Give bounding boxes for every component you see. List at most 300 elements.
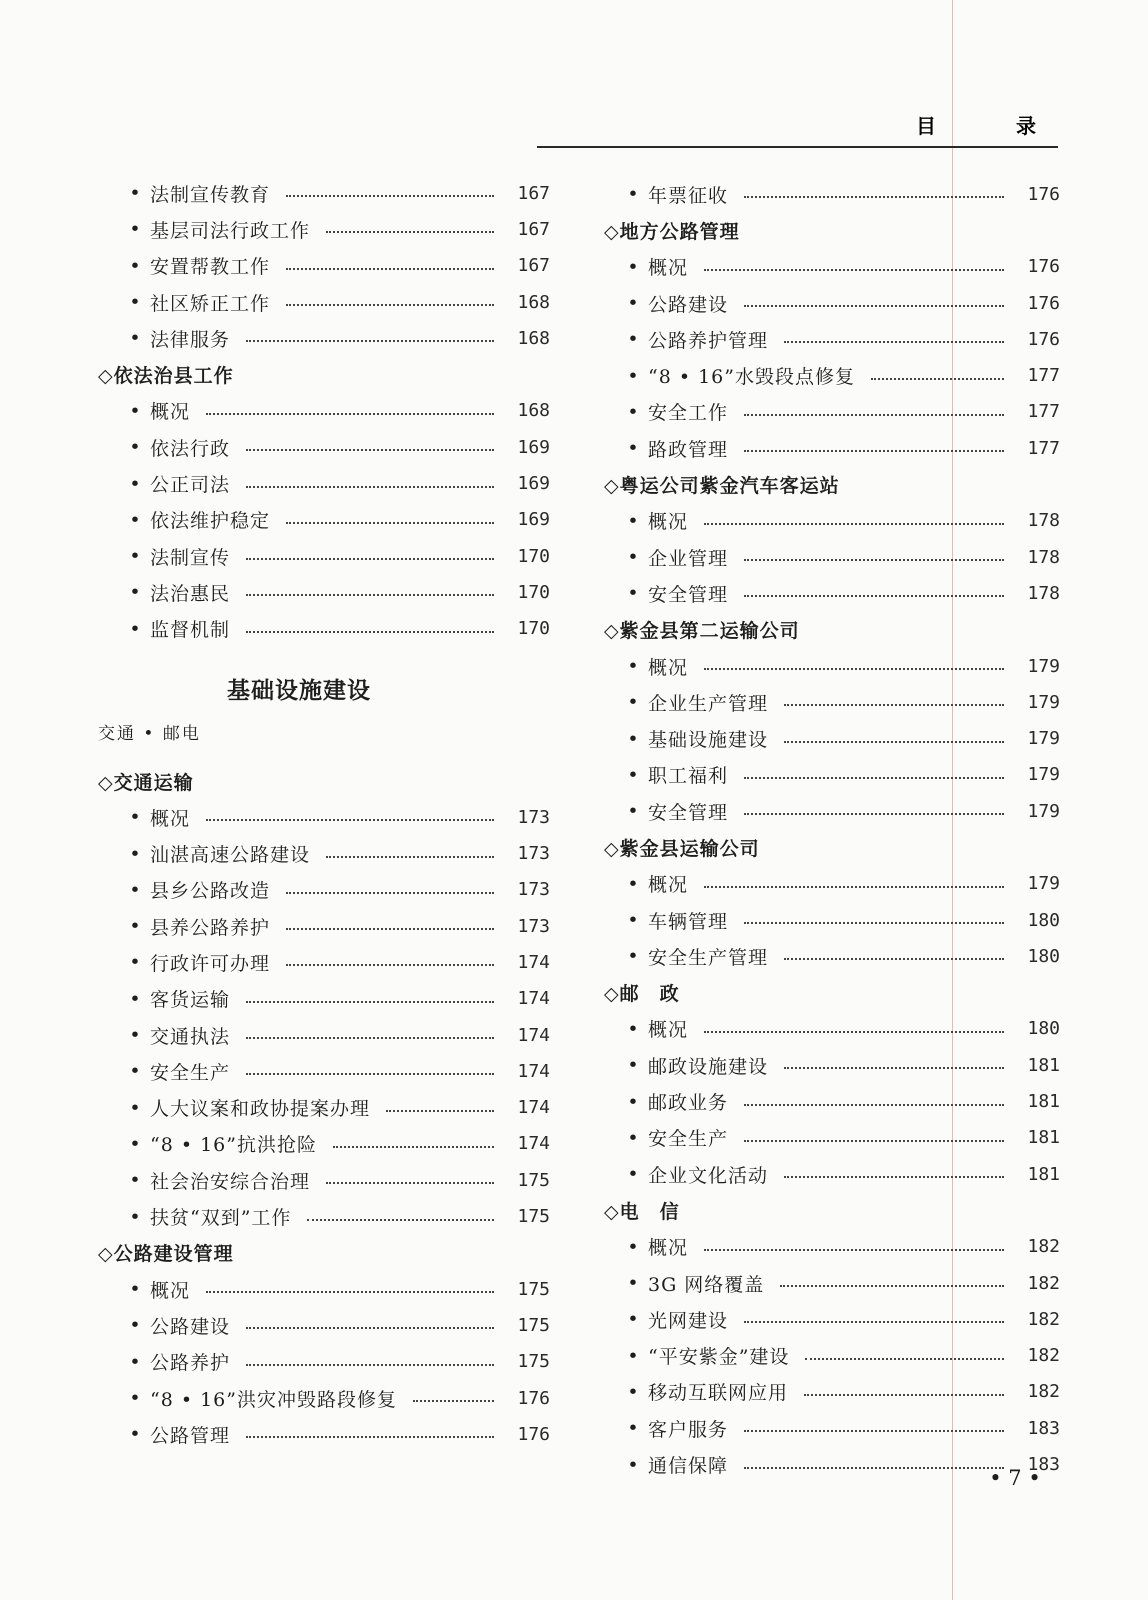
toc-entry[interactable] [604, 503, 1060, 539]
bullet-dot-icon: • [129, 1060, 141, 1083]
toc-entry-label: 企业生产管理 [648, 692, 769, 715]
toc-entry-page: 174 [517, 1097, 550, 1119]
toc-entry-label: 概况 [648, 511, 689, 534]
dot-leader [744, 196, 1004, 198]
dot-leader [206, 1291, 494, 1293]
dot-leader [246, 631, 494, 633]
bullet-dot-icon: • [627, 1453, 639, 1476]
toc-entry-label: 安全生产 [648, 1128, 729, 1151]
bullet-dot-icon: • [129, 1205, 141, 1228]
toc-entry-label: 概况 [150, 401, 191, 424]
toc-entry[interactable] [98, 284, 550, 320]
dot-leader [744, 813, 1004, 815]
toc-entry-page: 179 [1027, 728, 1060, 750]
toc-entry-label: 公路管理 [150, 1424, 231, 1447]
bullet-dot-icon: • [129, 1350, 141, 1373]
bullet-dot-icon: • [129, 581, 141, 604]
toc-entry-label: 3G 网络覆盖 [648, 1273, 765, 1296]
toc-entry[interactable] [604, 938, 1060, 974]
toc-entry-page: 173 [517, 843, 550, 865]
toc-entry-page: 175 [517, 1351, 550, 1373]
toc-entry-page: 167 [517, 182, 550, 204]
toc-entry-page: 174 [517, 988, 550, 1010]
bullet-dot-icon: • [129, 508, 141, 531]
toc-entry-page: 176 [1027, 292, 1060, 314]
toc-entry[interactable] [98, 1307, 550, 1343]
bullet-dot-icon: • [129, 842, 141, 865]
bullet-dot-icon: • [627, 909, 639, 932]
bullet-dot-icon: • [627, 655, 639, 677]
toc-entry-page: 167 [517, 218, 550, 240]
toc-entry-page: 180 [1027, 1018, 1060, 1040]
toc-entry-page: 182 [1027, 1236, 1060, 1258]
subcategory-label: 交通 • 邮电 [98, 723, 201, 744]
toc-entry[interactable] [98, 981, 550, 1017]
toc-group [604, 648, 1060, 829]
toc-entry-label: 概况 [648, 257, 689, 280]
toc-entry-label: 基层司法行政工作 [150, 219, 311, 242]
toc-entry-page: 179 [1027, 800, 1060, 822]
toc-group [98, 799, 550, 1235]
toc-left-column [98, 175, 550, 1453]
dot-leader [744, 595, 1004, 597]
toc-entry-page: 169 [517, 473, 550, 495]
bullet-dot-icon: • [129, 987, 141, 1010]
dot-leader [286, 892, 494, 894]
toc-entry[interactable] [98, 1053, 550, 1089]
toc-group [604, 503, 1060, 612]
bullet-dot-icon: • [129, 327, 141, 350]
toc-entry[interactable] [604, 321, 1060, 357]
dot-leader [286, 522, 494, 524]
bullet-dot-icon: • [627, 255, 639, 278]
toc-entry-label: 邮政设施建设 [648, 1055, 769, 1078]
toc-entry[interactable] [98, 574, 550, 610]
bullet-dot-icon: • [627, 582, 639, 605]
toc-entry-label: 概况 [648, 1237, 689, 1260]
dot-leader [744, 1430, 1004, 1432]
dot-leader [246, 1001, 494, 1003]
toc-entry-page: 174 [517, 1024, 550, 1046]
toc-entry-label: 通信保障 [648, 1455, 729, 1478]
bullet-dot-icon: • [129, 617, 141, 640]
toc-entry[interactable] [604, 1338, 1060, 1374]
toc-entry[interactable] [604, 285, 1060, 321]
toc-entry-label: 基础设施建设 [648, 729, 769, 752]
bullet-dot-icon: • [627, 1163, 639, 1186]
toc-entry-page: 178 [1027, 510, 1060, 532]
dot-leader [206, 819, 494, 821]
bullet-dot-icon: • [129, 545, 141, 568]
toc-section-heading[interactable]: ◇紫金县第二运输公司 [604, 620, 800, 643]
toc-entry-label: 汕湛高速公路建设 [150, 844, 311, 867]
bullet-dot-icon: • [627, 945, 639, 968]
toc-entry[interactable] [604, 176, 1060, 212]
toc-entry[interactable] [604, 684, 1060, 720]
bullet-dot-icon: • [627, 1054, 639, 1077]
toc-entry[interactable] [604, 1265, 1060, 1301]
toc-entry-page: 175 [517, 1169, 550, 1191]
toc-group [98, 175, 550, 356]
toc-entry-page: 176 [1027, 328, 1060, 350]
dot-leader [246, 1327, 494, 1329]
bullet-dot-icon: • [627, 691, 639, 714]
toc-section-heading[interactable]: ◇公路建设管理 [98, 1243, 234, 1266]
toc-entry-page: 181 [1027, 1091, 1060, 1113]
dot-leader [246, 449, 494, 451]
toc-entry[interactable] [98, 1416, 550, 1452]
toc-entry-page: 170 [517, 581, 550, 603]
toc-entry-page: 175 [517, 1278, 550, 1300]
dot-leader [333, 1146, 494, 1148]
toc-entry-page: 180 [1027, 909, 1060, 931]
toc-section-heading[interactable]: ◇电 信 [604, 1200, 680, 1223]
toc-section-heading[interactable]: ◇依法治县工作 [98, 365, 234, 388]
dot-leader [744, 1321, 1004, 1323]
toc-entry-page: 181 [1027, 1054, 1060, 1076]
chapter-title: 基础设施建设 [227, 677, 371, 704]
toc-group [604, 1011, 1060, 1192]
toc-entry[interactable] [604, 793, 1060, 829]
toc-entry[interactable] [604, 1011, 1060, 1047]
bullet-dot-icon: • [129, 1096, 141, 1119]
toc-entry[interactable] [604, 866, 1060, 902]
toc-entry-page: 173 [517, 915, 550, 937]
dot-leader [784, 341, 1004, 343]
toc-section-heading[interactable]: ◇邮 政 [604, 983, 680, 1006]
dot-leader [307, 1219, 494, 1221]
dot-leader [744, 1104, 1004, 1106]
toc-entry[interactable] [604, 1083, 1060, 1119]
toc-section-heading[interactable]: ◇紫金县运输公司 [604, 837, 760, 860]
bullet-dot-icon: • [627, 546, 639, 569]
toc-entry-label: 交通执法 [150, 1025, 231, 1048]
dot-leader [246, 558, 494, 560]
toc-entry-page: 177 [1027, 365, 1060, 387]
toc-entry[interactable] [604, 1120, 1060, 1156]
toc-entry-page: 182 [1027, 1381, 1060, 1403]
toc-entry-label: 人大议案和政协提案办理 [150, 1098, 371, 1121]
header-char-lu: 录 [1016, 114, 1036, 138]
toc-entry-label: 路政管理 [648, 438, 729, 461]
toc-entry[interactable] [604, 1410, 1060, 1446]
toc-entry[interactable] [604, 1047, 1060, 1083]
toc-entry-label: 社区矫正工作 [150, 292, 271, 315]
dot-leader [286, 268, 494, 270]
dot-leader [326, 1182, 494, 1184]
dot-leader [413, 1400, 494, 1402]
toc-group [98, 1271, 550, 1452]
toc-entry[interactable] [604, 539, 1060, 575]
toc-entry-label: 移动互联网应用 [648, 1382, 789, 1405]
toc-entry-label: 年票征收 [648, 184, 729, 207]
toc-entry[interactable] [98, 465, 550, 501]
dot-leader [326, 231, 494, 233]
toc-entry-label: 安全生产管理 [648, 946, 769, 969]
toc-entry-page: 176 [517, 1387, 550, 1409]
toc-entry[interactable] [98, 1344, 550, 1380]
toc-entry-label: 监督机制 [150, 619, 231, 642]
toc-entry-page: 183 [1027, 1417, 1060, 1439]
toc-entry-label: 法治惠民 [150, 582, 231, 605]
bullet-dot-icon: • [129, 1423, 141, 1446]
toc-entry-label: 县乡公路改造 [150, 880, 271, 903]
toc-entry-label: 车辆管理 [648, 910, 729, 933]
bullet-dot-icon: • [129, 291, 141, 314]
bullet-dot-icon: • [129, 1314, 141, 1337]
dot-leader [286, 964, 494, 966]
toc-entry[interactable] [604, 430, 1060, 466]
toc-entry-label: 安全管理 [648, 801, 729, 824]
toc-entry-label: 企业文化活动 [648, 1164, 769, 1187]
dot-leader [246, 1037, 494, 1039]
toc-entry-page: 176 [517, 1423, 550, 1445]
toc-entry-label: 企业管理 [648, 547, 729, 570]
toc-entry-label: 社会治安综合治理 [150, 1170, 311, 1193]
toc-entry-label: 依法行政 [150, 437, 231, 460]
toc-section-heading[interactable]: ◇粤运公司紫金汽车客运站 [604, 475, 840, 498]
dot-leader [206, 413, 494, 415]
toc-entry-label: 法制宣传教育 [150, 183, 271, 206]
toc-entry-label: 邮政业务 [648, 1092, 729, 1115]
toc-entry[interactable] [604, 1156, 1060, 1192]
toc-entry-label: “平安紫金”建设 [648, 1346, 790, 1369]
toc-entry[interactable] [98, 908, 550, 944]
bullet-dot-icon: • [129, 915, 141, 938]
toc-entry-label: 光网建设 [648, 1309, 729, 1332]
toc-entry[interactable] [98, 393, 550, 429]
dot-leader [784, 1176, 1004, 1178]
toc-entry[interactable] [604, 1301, 1060, 1337]
toc-entry-page: 176 [1027, 183, 1060, 205]
dot-leader [744, 450, 1004, 452]
toc-entry-label: “8 • 16”水毁段点修复 [648, 366, 855, 389]
toc-entry[interactable] [604, 648, 1060, 684]
dot-leader [286, 304, 494, 306]
toc-entry-label: 公路建设 [648, 293, 729, 316]
toc-entry[interactable] [604, 757, 1060, 793]
toc-entry[interactable] [98, 1271, 550, 1307]
toc-entry[interactable] [98, 1090, 550, 1126]
bullet-dot-icon: • [627, 800, 639, 823]
toc-group [604, 249, 1060, 467]
toc-entry-page: 177 [1027, 437, 1060, 459]
toc-entry[interactable] [98, 835, 550, 871]
bullet-dot-icon: • [129, 951, 141, 974]
dot-leader [246, 1436, 494, 1438]
page-number: • 7 • [989, 1466, 1041, 1490]
toc-entry[interactable] [98, 248, 550, 284]
toc-entry-label: 安全工作 [648, 402, 729, 425]
bullet-dot-icon: • [627, 872, 639, 895]
bullet-dot-icon: • [627, 292, 639, 315]
toc-entry-page: 181 [1027, 1127, 1060, 1149]
toc-entry[interactable] [98, 799, 550, 835]
toc-entry-label: 公路建设 [150, 1315, 231, 1338]
toc-entry-page: 168 [517, 327, 550, 349]
dot-leader [780, 1285, 1004, 1287]
toc-entry-label: 概况 [648, 656, 689, 679]
dot-leader [784, 741, 1004, 743]
toc-entry-label: 安置帮教工作 [150, 256, 271, 279]
toc-section-heading[interactable]: ◇地方公路管理 [604, 220, 740, 243]
dot-leader [744, 414, 1004, 416]
toc-entry-label: 依法维护稳定 [150, 510, 271, 533]
toc-entry-label: 公正司法 [150, 474, 231, 497]
bullet-dot-icon: • [129, 436, 141, 459]
dot-leader [246, 486, 494, 488]
toc-entry[interactable] [98, 872, 550, 908]
toc-entry-label: 公路养护管理 [648, 329, 769, 352]
bullet-dot-icon: • [627, 763, 639, 786]
bullet-dot-icon: • [129, 182, 141, 205]
toc-entry-label: 行政许可办理 [150, 952, 271, 975]
bullet-dot-icon: • [627, 328, 639, 351]
header-char-mu: 目 [916, 114, 936, 138]
dot-leader [784, 958, 1004, 960]
toc-entry-label: 职工福利 [648, 765, 729, 788]
bullet-dot-icon: • [627, 1017, 639, 1040]
bullet-dot-icon: • [129, 1387, 141, 1410]
toc-entry-page: 179 [1027, 873, 1060, 895]
toc-entry-label: 县养公路养护 [150, 916, 271, 939]
toc-entry[interactable] [98, 429, 550, 465]
toc-entry[interactable] [98, 944, 550, 980]
dot-leader [744, 922, 1004, 924]
toc-entry-page: 182 [1027, 1345, 1060, 1367]
toc-entry-page: 180 [1027, 945, 1060, 967]
toc-entry[interactable] [604, 575, 1060, 611]
toc-entry[interactable] [604, 249, 1060, 285]
toc-entry[interactable] [98, 1162, 550, 1198]
toc-section-heading[interactable]: ◇交通运输 [98, 771, 194, 794]
toc-entry[interactable] [604, 902, 1060, 938]
toc-entry-label: 扶贫“双到”工作 [150, 1207, 292, 1230]
bullet-dot-icon: • [627, 1090, 639, 1113]
toc-entry-label: 概况 [150, 1279, 191, 1302]
toc-entry-page: 179 [1027, 691, 1060, 713]
toc-entry-label: 安全生产 [150, 1061, 231, 1084]
toc-entry[interactable] [98, 175, 550, 211]
bullet-dot-icon: • [627, 400, 639, 423]
toc-entry-page: 178 [1027, 546, 1060, 568]
dot-leader [744, 305, 1004, 307]
dot-leader [704, 523, 1004, 525]
toc-entry-page: 182 [1027, 1272, 1060, 1294]
dot-leader [246, 1364, 494, 1366]
toc-entry[interactable] [604, 1229, 1060, 1265]
toc-entry-page: 175 [517, 1314, 550, 1336]
toc-entry-label: 法制宣传 [150, 546, 231, 569]
toc-entry[interactable] [98, 1380, 550, 1416]
toc-entry-page: 175 [517, 1206, 550, 1228]
dot-leader [326, 856, 494, 858]
bullet-dot-icon: • [129, 878, 141, 901]
dot-leader [386, 1110, 494, 1112]
bullet-dot-icon: • [129, 1169, 141, 1192]
bullet-dot-icon: • [129, 806, 141, 829]
toc-entry-page: 182 [1027, 1308, 1060, 1330]
dot-leader [871, 378, 1004, 380]
bullet-dot-icon: • [627, 1380, 639, 1403]
toc-group [604, 176, 1060, 212]
toc-entry-page: 169 [517, 436, 550, 458]
toc-entry-page: 170 [517, 618, 550, 640]
toc-entry[interactable] [604, 1374, 1060, 1410]
bullet-dot-icon: • [129, 218, 141, 241]
dot-leader [246, 1073, 494, 1075]
toc-entry-page: 174 [517, 1060, 550, 1082]
toc-entry[interactable] [98, 1198, 550, 1234]
toc-entry[interactable] [98, 611, 550, 647]
bullet-dot-icon: • [627, 1235, 639, 1258]
toc-entry[interactable] [98, 1017, 550, 1053]
toc-entry-page: 174 [517, 1133, 550, 1155]
bullet-dot-icon: • [627, 1417, 639, 1440]
bullet-dot-icon: • [129, 472, 141, 495]
toc-entry-label: 概况 [150, 807, 191, 830]
toc-entry[interactable] [604, 357, 1060, 393]
dot-leader [704, 668, 1004, 670]
toc-group [604, 866, 1060, 975]
dot-leader [704, 1031, 1004, 1033]
bullet-dot-icon: • [627, 1272, 639, 1295]
toc-entry-label: 法律服务 [150, 328, 231, 351]
toc-entry[interactable] [98, 211, 550, 247]
toc-entry-label: 概况 [648, 874, 689, 897]
bullet-dot-icon: • [627, 437, 639, 460]
dot-leader [246, 594, 494, 596]
toc-entry[interactable] [98, 1126, 550, 1162]
toc-entry[interactable] [98, 502, 550, 538]
dot-leader [805, 1358, 1004, 1360]
dot-leader [784, 704, 1004, 706]
bullet-dot-icon: • [627, 364, 639, 387]
dot-leader [804, 1394, 1004, 1396]
dot-leader [286, 195, 494, 197]
toc-entry-label: “8 • 16”洪灾冲毁路段修复 [150, 1388, 397, 1411]
toc-entry-page: 179 [1027, 764, 1060, 786]
bullet-dot-icon: • [129, 399, 141, 422]
toc-entry[interactable] [604, 720, 1060, 756]
toc-entry[interactable] [98, 320, 550, 356]
toc-entry-page: 179 [1027, 655, 1060, 677]
toc-entry-page: 177 [1027, 401, 1060, 423]
header-rule [537, 146, 1058, 148]
toc-entry-page: 169 [517, 509, 550, 531]
dot-leader [744, 777, 1004, 779]
toc-right-column [604, 176, 1060, 1483]
toc-entry-page: 170 [517, 545, 550, 567]
toc-entry-page: 167 [517, 255, 550, 277]
toc-entry[interactable] [98, 538, 550, 574]
toc-entry[interactable] [604, 394, 1060, 430]
toc-entry-page: 176 [1027, 256, 1060, 278]
toc-group [98, 393, 550, 647]
dot-leader [286, 928, 494, 930]
bullet-dot-icon: • [627, 183, 639, 206]
bullet-dot-icon: • [129, 1278, 141, 1301]
toc-entry-page: 168 [517, 400, 550, 422]
toc-entry-label: 安全管理 [648, 583, 729, 606]
bullet-dot-icon: • [627, 1126, 639, 1149]
bullet-dot-icon: • [129, 1024, 141, 1047]
dot-leader [744, 1140, 1004, 1142]
toc-entry-page: 183 [1027, 1454, 1060, 1476]
dot-leader [704, 886, 1004, 888]
toc-entry-label: 客货运输 [150, 989, 231, 1012]
dot-leader [704, 269, 1004, 271]
